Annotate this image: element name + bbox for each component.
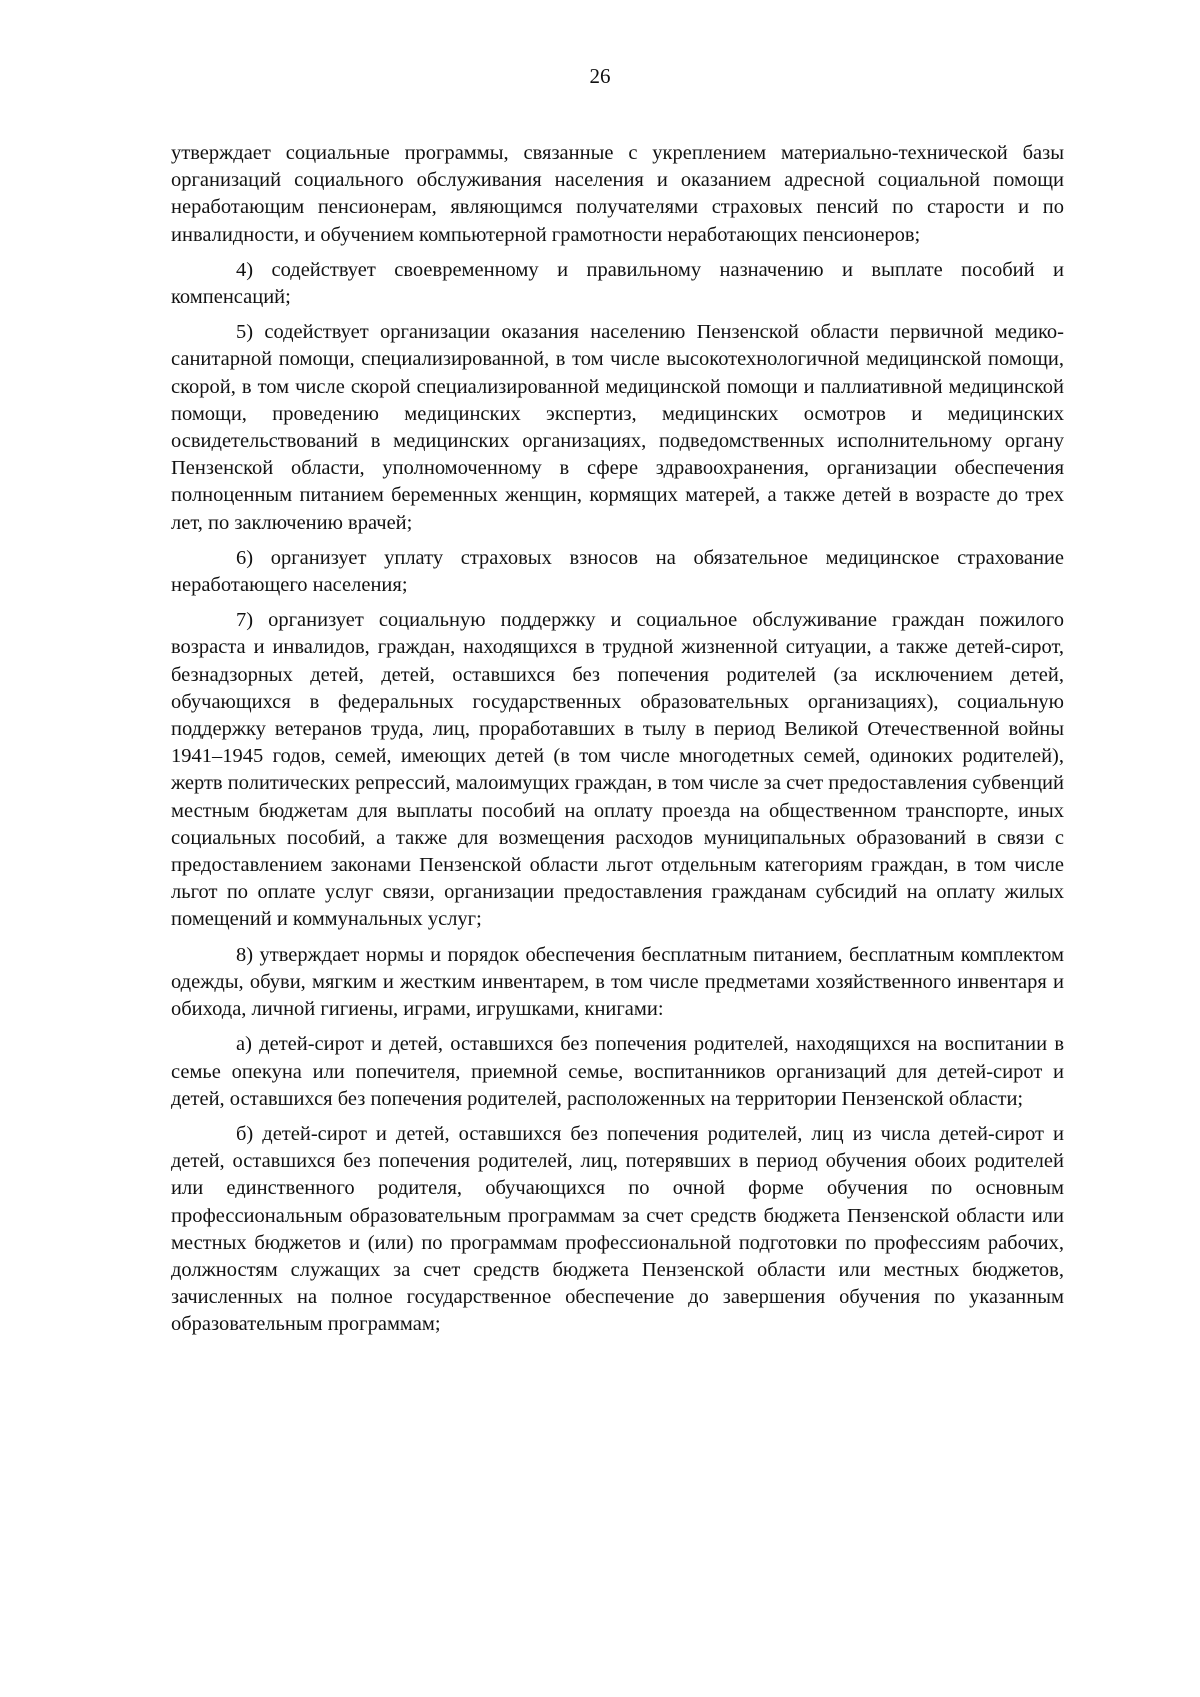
document-body [171,140,1064,1347]
page-number: 26 [589,64,611,88]
paragraph-subitem-a: а) детей-сирот и детей, оставшихся без попечения родителей, находящихся на воспитании в семье опекуна или попечителя, приемной семье, воспитанников организаций для детей-сирот и детей, оставшихся без попечения родителей, расположенных на территории Пензенской области; [171,1033,1064,1110]
paragraph-item-5: 5) содействует организации оказания населению Пензенской области первичной медико-санитарной помощи, специализированной, в том числе высокотехнологичной медицинской помощи, скорой, в том числе скорой специализированной медицинской помощи и паллиативной медицинской помощи, проведению медицинских экспертиз, медицинских осмотров и медицинских освидетельствований в медицинских организациях, подведомственных исполнительному органу Пензенской области, уполномоченному в сфере здравоохранения, организации обеспечения полноценным питанием беременных женщин, кормящих матерей, а также детей в возрасте до трех лет, по заключению врачей; [171,321,1064,534]
paragraph-subitem-b: б) детей-сирот и детей, оставшихся без попечения родителей, лиц из числа детей-сирот и детей, оставшихся без попечения родителей, лиц, потерявших в период обучения обоих родителей или единственного родителя, обучающихся по очной форме обучения по основным профессиональным образовательным программам за счет средств бюджета Пензенской области или местных бюджетов и (или) по программам профессиональной подготовки по профессиям рабочих, должностям служащих за счет средств бюджета Пензенской области или местных бюджетов, зачисленных на полное государственное обеспечение до завершения обучения по указанным образовательным программам; [171,1122,1064,1336]
paragraph-item-7: 7) организует социальную поддержку и социальное обслуживание граждан пожилого возраста и инвалидов, граждан, находящихся в трудной жизненной ситуации, а также детей-сирот, безнадзорных детей, детей, оставшихся без попечения родителей (за исключением детей, обучающихся в федеральных государственных образовательных организациях), социальную поддержку ветеранов труда, лиц, проработавших в тылу в период Великой Отечественной войны 1941–1945 годов, семей, имеющих детей (в том числе многодетных семей, одиноких родителей), жертв политических репрессий, малоимущих граждан, в том числе за счет предоставления субвенций местным бюджетам для выплаты пособий на оплату проезда на общественном транспорте, иных социальных пособий, а также для возмещения расходов муниципальных образований в связи с предоставлением законами Пензенской области льгот отдельным категориям граждан, в том числе льгот по оплате услуг связи, организации предоставления гражданам субсидий на оплату жилых помещений и коммунальных услуг; [171,609,1064,931]
paragraph-item-8: 8) утверждает нормы и порядок обеспечения бесплатным питанием, бесплатным комплектом одежды, обуви, мягким и жестким инвентарем, в том числе предметами хозяйственного инвентаря и обихода, личной гигиены, играми, игрушками, книгами: [171,943,1064,1021]
paragraph-item-6: 6) организует уплату страховых взносов на обязательное медицинское страхование неработающего населения; [171,546,1064,597]
paragraph-item-4: 4) содействует своевременному и правильному назначению и выплате пособий и компенсаций; [171,258,1064,309]
paragraph-continuation: утверждает социальные программы, связанные с укреплением материально-технической базы организаций социального обслуживания населения и оказанием адресной социальной помощи неработающим пенсионерам, являющимся получателями страховых пенсий по старости и по инвалидности, и обучением компьютерной грамотности неработающих пенсионеров; [171,142,1064,246]
